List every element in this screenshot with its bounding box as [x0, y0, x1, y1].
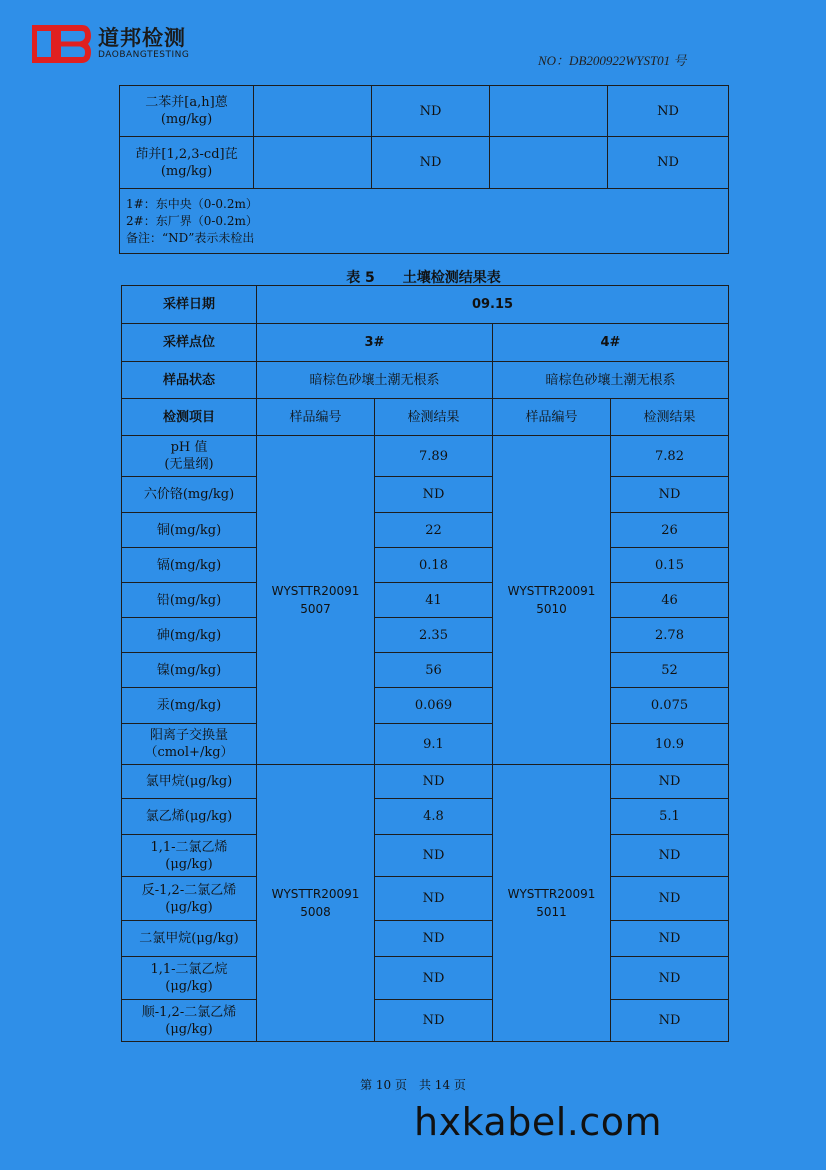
result-cell: ND: [372, 86, 490, 137]
table-row: [122, 618, 729, 653]
result-cell: 10.9: [611, 724, 729, 765]
sample-code-3: WYSTTR20091 5008: [257, 765, 375, 1042]
soil-results-table: [121, 285, 729, 1042]
item-cell: 反-1,2-二氯乙烯 (μg/kg): [122, 877, 257, 921]
result-cell: 46: [611, 583, 729, 618]
table-row: [122, 653, 729, 688]
result-cell: ND: [375, 877, 493, 921]
result-header: 检测结果: [611, 399, 729, 436]
result-cell: ND: [611, 957, 729, 1000]
item-cell: 镍(mg/kg): [122, 653, 257, 688]
result-cell: ND: [611, 921, 729, 957]
result-cell: 2.78: [611, 618, 729, 653]
item-cell: 1,1-二氯乙烷 (μg/kg): [122, 957, 257, 1000]
result-cell: ND: [611, 835, 729, 877]
logo-mark-icon: [32, 24, 92, 64]
result-cell: ND: [611, 477, 729, 513]
result-cell: 26: [611, 513, 729, 548]
notes-cell: [120, 189, 729, 254]
table-row: [122, 921, 729, 957]
item-cell: 砷(mg/kg): [122, 618, 257, 653]
sample-code-4: WYSTTR20091 5011: [493, 765, 611, 1042]
result-cell: ND: [375, 477, 493, 513]
item-cell: 顺-1,2-二氯乙烯 (μg/kg): [122, 1000, 257, 1042]
table-row: [122, 1000, 729, 1042]
table-continued: [119, 85, 729, 254]
item-cell: 铅(mg/kg): [122, 583, 257, 618]
table-row: [122, 513, 729, 548]
table-row: [122, 324, 729, 362]
table-row: [122, 765, 729, 799]
table-row: [122, 477, 729, 513]
result-cell: ND: [611, 765, 729, 799]
result-cell: ND: [375, 765, 493, 799]
point-4: 4#: [493, 324, 729, 362]
result-cell: 22: [375, 513, 493, 548]
date-label: 采样日期: [122, 286, 257, 324]
result-cell: 0.075: [611, 688, 729, 724]
table-row: [120, 86, 729, 137]
result-cell: ND: [375, 835, 493, 877]
result-cell: 2.35: [375, 618, 493, 653]
result-cell: 0.15: [611, 548, 729, 583]
state-label: 样品状态: [122, 362, 257, 399]
result-cell: ND: [608, 137, 729, 189]
date-value: 09.15: [257, 286, 729, 324]
table-row: [122, 688, 729, 724]
note-line: 备注：“ND”表示未检出: [126, 230, 255, 245]
result-cell: ND: [372, 137, 490, 189]
logo-name-cn: 道邦检测: [98, 26, 186, 50]
result-cell: ND: [375, 921, 493, 957]
item-cell: 镉(mg/kg): [122, 548, 257, 583]
header-row: [122, 399, 729, 436]
table-row: [122, 877, 729, 921]
item-cell: 二氯甲烷(μg/kg): [122, 921, 257, 957]
item-cell: 铜(mg/kg): [122, 513, 257, 548]
result-cell: 7.82: [611, 436, 729, 477]
note-line: 1#：东中央（0-0.2m）: [126, 196, 258, 211]
item-cell: 茚并[1,2,3-cd]芘 (mg/kg): [120, 137, 254, 189]
item-cell: 六价铬(mg/kg): [122, 477, 257, 513]
item-cell: 阳离子交换量 （cmol+/kg）: [122, 724, 257, 765]
watermark-url: hxkabel.com: [414, 1100, 662, 1144]
table-row: [122, 583, 729, 618]
sample-no-header: 样品编号: [257, 399, 375, 436]
state-3: 暗棕色砂壤土潮无根系: [257, 362, 493, 399]
report-number: NO：DB200922WYST01 号: [538, 53, 687, 68]
result-header: 检测结果: [375, 399, 493, 436]
table-title: 表 5 土壤检测结果表: [346, 270, 501, 286]
notes-row: [120, 189, 729, 254]
point-label: 采样点位: [122, 324, 257, 362]
item-cell: 二苯并[a,h]蒽 (mg/kg): [120, 86, 254, 137]
item-cell: 氯甲烷(μg/kg): [122, 765, 257, 799]
table-row: [122, 799, 729, 835]
result-cell: 56: [375, 653, 493, 688]
logo-name-en: DAOBANGTESTING: [98, 50, 190, 60]
table-row: [122, 835, 729, 877]
result-cell: 7.89: [375, 436, 493, 477]
result-cell: ND: [611, 877, 729, 921]
result-cell: 4.8: [375, 799, 493, 835]
result-cell: ND: [608, 86, 729, 137]
result-cell: 52: [611, 653, 729, 688]
item-cell: 1,1-二氯乙烯 (μg/kg): [122, 835, 257, 877]
table-row: [122, 548, 729, 583]
item-header: 检测项目: [122, 399, 257, 436]
point-3: 3#: [257, 324, 493, 362]
item-cell: pH 值 (无量纲): [122, 436, 257, 477]
table-row: [122, 724, 729, 765]
sample-code-3: WYSTTR20091 5007: [257, 436, 375, 765]
item-cell: 汞(mg/kg): [122, 688, 257, 724]
item-cell: 氯乙烯(μg/kg): [122, 799, 257, 835]
company-logo: [32, 24, 189, 64]
table-row: [122, 362, 729, 399]
sample-no-header: 样品编号: [493, 399, 611, 436]
note-line: 2#：东厂界（0-0.2m）: [126, 213, 258, 228]
table-row: [122, 286, 729, 324]
state-4: 暗棕色砂壤土潮无根系: [493, 362, 729, 399]
result-cell: ND: [375, 957, 493, 1000]
sample-code-4: WYSTTR20091 5010: [493, 436, 611, 765]
table-row: [122, 436, 729, 477]
result-cell: 9.1: [375, 724, 493, 765]
result-cell: 0.069: [375, 688, 493, 724]
result-cell: ND: [375, 1000, 493, 1042]
table-row: [120, 137, 729, 189]
result-cell: ND: [611, 1000, 729, 1042]
result-cell: 0.18: [375, 548, 493, 583]
table-row: [122, 957, 729, 1000]
page-number: 第 10 页 共 14 页: [360, 1078, 466, 1092]
result-cell: 41: [375, 583, 493, 618]
result-cell: 5.1: [611, 799, 729, 835]
